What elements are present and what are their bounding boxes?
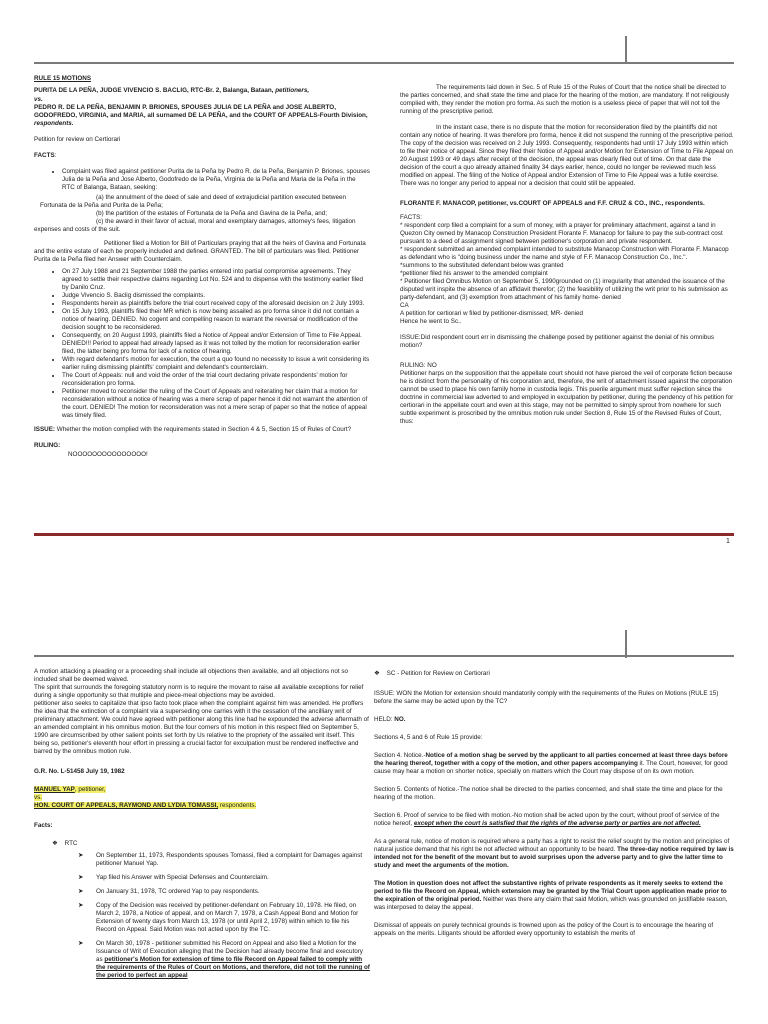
case1-respondents-role: respondents. xyxy=(34,120,74,127)
page1-header-rule xyxy=(34,62,734,64)
fact-line: * respondent submitted an amended complaint intended to substitute Manacop Construction with Florante F. Manacop as defendant who is "doing business under the name and style of F.F. Manacop Construction Co., Inc.". xyxy=(400,246,729,261)
case1-respondents: PEDRO R. DE LA PEÑA, BENJAMIN P. BRIONES, SPOUSES JULIA DE LA PEÑA and JOSE ALBERTO, GODOFREDO, VIRGINIA, and MARIA, all surnamed DE LA PEÑA, and the COURT OF APPEALS-Fourth Division, xyxy=(34,104,368,119)
list-item-text: On September 11, 1973, Respondents spouses Tomassi, filed a complaint for Damages against petitioner Manuel Yap. xyxy=(96,852,363,867)
last-item-text: On March 30, 1978 - petitioner submitted his Record on Appeal and also filed a Motion for the Issuance of Writ of Execution alleging that the Decision had already become final and executory as xyxy=(96,940,363,963)
list-item xyxy=(72,902,370,934)
omnibus-rule-para: A motion attacking a pleading or a proceeding shall include all objections then available, and all objections not so included shall be deemed waived. xyxy=(34,668,349,683)
last-item-emphasis: petitioner's Motion for extension of time to file Record on Appeal failed to comply with the requirements of the Rules of Court on Motions, and therefore, did not toll the running of the period to perfect an appeal xyxy=(96,956,370,979)
petitioner-name: MANUEL YAP xyxy=(34,786,75,793)
case1-facts-heading xyxy=(34,152,370,160)
case1-bill-para: Petitioner filed a Motion for Bill of Particulars praying that all the heirs of Gavina and Fortunata and the entire estate of each be properly included and defined. GRANTED. The bill of particulars was filed. Petitioner Purita de la Peña filed her Answer with Counterclaim. xyxy=(34,240,366,263)
list-item: • On 27 July 1988 and 21 September 1988 the parties entered into partial compromise agreements. They agreed to settle their respective claims regarding Lot No. 524 and to dispense with the testimony earlier filed by Danilo Cruz. xyxy=(62,268,370,292)
case3-respondents xyxy=(34,802,370,810)
case1-nature: Petition for review on Certiorari xyxy=(34,136,121,143)
list-item xyxy=(72,852,370,868)
list-item-text: On January 31, 1978, TC ordered Yap to pay respondents. xyxy=(96,888,260,895)
page1-header-tick xyxy=(625,36,627,64)
case1-ruling-text: NOOOOOOOOOOOOOOO! xyxy=(68,451,148,458)
page1-right-column xyxy=(400,84,734,430)
sec4-rest: it. The Court, however, for good cause may hear a motion on shorter notice, specially on matters which the Court may dispose of on its own motion. xyxy=(374,760,728,775)
case2-facts xyxy=(400,222,734,326)
sec4-bold: Notice of a motion shag be served by the applicant to all parties concerned at least three days before the hearing thereof, together with a copy of the motion, and other papers accompanying xyxy=(374,752,728,767)
case1-bullet1-b xyxy=(34,210,370,218)
list-item: • Consequently, on 20 August 1993, plaintiffs filed a Notice of Appeal and/or Extension of Time to File Appeal. DENIED!!! Period to appeal had already lapsed as it was not tolled by the motion for reconsideration earlier filed, the latter being pro forma for lack of a notice of hearing. xyxy=(62,332,370,356)
case2-title: FLORANTE F. MANACOP, petitioner, vs.COURT OF APPEALS and F.F. CRUZ & CO., INC., respondents. xyxy=(400,200,705,207)
facts-label: FACTS xyxy=(34,152,55,159)
respondents-names: HON. COURT OF APPEALS, RAYMOND AND LYDIA TOMASSI, xyxy=(34,802,219,809)
case1-issue xyxy=(34,426,370,434)
diamond-icon: ❖ xyxy=(52,840,58,847)
vs-text: vs. xyxy=(34,794,43,801)
motion-bold: The Motion in question does not affect the substantive rights of private respondents as it merely seeks to extend the period to file the Record on Appeal, which extension may be granted by the Trial Court upon application made prior to the expiration of the original period. xyxy=(374,880,727,903)
list-item: • Complaint was filed against petitioner Purita de la Peña by Pedro R. de la Peña, Benjamin P. Briones, spouses Julia de la Peña and Jose Alberto, Godofredo de la Peña, Virginia de la Peña and Maria de la Peña in the RTC of Balanga, Bataan, seeking: xyxy=(62,168,370,192)
sec4-label: Section 4. Notice.- xyxy=(374,752,426,759)
page2-right-column xyxy=(374,670,734,942)
issue-label: ISSUE: xyxy=(34,426,55,433)
list-item: • Judge Vivencio S. Baclig dismissed the complaints. xyxy=(62,292,370,300)
list-item xyxy=(72,874,370,882)
amended-complaint-para: petitioner also seeks to capitalize that ipso facto took place when the complaint against him was amended. He proffers the idea that the extinction of a complaint via a superseding one carries with it the cessation of the ancilliary writ of preliminary attachment. We could have agreed with petitioner along this line had he expounded the adverse aftermath of an amended complaint in his omnibus motion. But the four corners of his motion in this respect filed on September 5, 1990 are circumscribed by other salient points set forth by Us relative to the propriety of the assailed writ itself. This being so, petitioner's eleventh hour effort in pressing a crucial factor for exculpation must be rendered ineffective and barred by the omnibus motion rule. xyxy=(34,700,369,755)
page1-left-column xyxy=(34,75,370,463)
case1-bullet1-a xyxy=(34,194,370,210)
claim-c: (c) the award in their favor of actual, moral and exemplary damages, attorney's fees, litigation expenses and costs of the suit. xyxy=(34,218,356,233)
page2-header-tick xyxy=(625,630,627,658)
sc-label: SC - Petition for Review on Certiorari xyxy=(386,670,490,677)
case1-facts-list xyxy=(34,268,370,420)
rule-requirements-para: The requirements laid down in Sec. 5 of Rule 15 of the Rules of Court that the notice shall be directed to the parties concerned, and shall state the time and place for the hearing of the motion, are mandatory. If not religiously complied with, they render the motion pro forma. As such the motion is a useless piece of paper that will not toll the running of the prescriptive period. xyxy=(400,84,730,115)
arrow-icon: ➤ xyxy=(78,902,84,909)
issue-text: Whether the motion complied with the requirements stated in Section 4 & 5, Section 15 of Rules of Court? xyxy=(55,426,352,433)
case1-parties xyxy=(34,87,370,95)
sc-item xyxy=(374,670,734,678)
list-item: • Petitioner moved to reconsider the ruling of the Court of Appeals and reiterating her claim that a motion for reconsideration without a notice of hearing was a mere scrap of paper hence it did not warrant the attention of the court. DENIED! The motion for reconsideration was not a mere scrap of paper so that the notice of appeal was timely filed. xyxy=(62,388,370,420)
fact-line: * respondent corp filed a complaint for a sum of money, with a prayer for preliminary attachment, against a land in Quezon City owned by Manacop Construction President Florante F. Manacop for failure to pay the sub-contract cost pursuant to a deed of assignment signed between petitioner's corporation and private respondent. xyxy=(400,222,723,245)
case1-ruling-label: RULING: xyxy=(34,442,61,449)
motion-rest: Neither was there any claim that said Motion, which was grounded on justifiable reason, was interposed to delay the appeal. xyxy=(374,896,728,911)
list-item-text: Yap filed his Answer with Special Defenses and Counterclaim. xyxy=(96,874,269,881)
fact-line: A petition for certiorari w filed by petitioner-dismissed; MR- denied xyxy=(400,310,584,317)
diamond-icon: ❖ xyxy=(374,670,380,677)
sec6-exception: except when the court is satisfied that the rights of the adverse party or parties are not affected. xyxy=(413,820,701,827)
petitioner-role: , petitioner, xyxy=(74,786,106,793)
general-rule-bold: The three-day notice required by law is intended not for the benefit of the movant but to avoid surprises upon the adverse party and to give the latter time to study and meet the arguments of the motion. xyxy=(374,846,734,869)
case1-petitioners-role: petitioners, xyxy=(275,87,310,94)
case3-last-item-list xyxy=(34,940,370,980)
fact-line: *petitioner filed his answer to the amended complaint xyxy=(400,270,548,277)
arrow-icon: ➤ xyxy=(78,874,84,881)
case1-bullet1-list xyxy=(34,168,370,192)
facts-colon: : xyxy=(54,152,57,159)
fact-line: CA xyxy=(400,302,409,309)
instant-case-para: In the instant case, there is no dispute that the motion for reconsideration filed by the plaintiffs did not contain any notice of hearing. It was therefore pro forma, hence it did not suspend the running of the prescriptive period. The copy of the decision was received on 2 July 1993. Consequently, respondents had until 17 July 1993 within which to file their notice of appeal. Since they filed their Notice of Appeal and/or Motion for Extension of Time to File Appeal on 20 August 1993 or 49 days after receipt of the decision, the appeal was clearly filed out of time. On that date the decision of the court a quo already attained finality 34 days earlier, hence, could no longer be reviewed much less modified on appeal. The filing of the Notice of Appeal and/or Extension of Time to File Appeal was a futile exercise. There was no longer any period to appeal nor a decision that could still be appealed. xyxy=(400,124,734,187)
arrow-icon: ➤ xyxy=(78,888,84,895)
case3-held xyxy=(374,716,734,724)
section4-text xyxy=(374,752,734,776)
list-item: • Respondents herein as plaintiffs before the trial court received copy of the aforesaid decision on 2 July 1993. xyxy=(62,300,370,308)
section6-text xyxy=(374,812,734,828)
held-label: HELD: xyxy=(374,716,395,723)
list-item: • On 15 July 1993, plaintiffs filed their MR which is now being assailed as pro forma since it did not contain a notice of hearing. DENIED. No cogent and compelling reason to warrant the reversal or modification of the decision sought to be reconsidered. xyxy=(62,308,370,332)
case3-vs xyxy=(34,794,370,802)
list-item xyxy=(72,940,370,980)
motion-question-para xyxy=(374,880,734,912)
case3-gr-number: G.R. No. L-51458 July 19, 1982 xyxy=(34,768,125,775)
respondents-role: respondents. xyxy=(218,802,257,809)
case3-facts-list xyxy=(34,852,370,934)
case2-facts-label: FACTS: xyxy=(400,214,423,221)
case2-ruling-text: Petitioner harps on the supposition that the appellate court should not have pierced the veil of corporate fiction because he is distinct from the personality of his corporation and, therefore, the writ of attachment issued against the corporation cannot be used to place his own family home in custodia legis. This puerile argument must suffer rejection since the doctrine in commercial law adverted to and employed in exculpation by petitioner, during the pendency of his petition for certiorari in the appellate court and even at this stage, may not be permitted to simply sprout from nowhere for such subtle experiment is proscribed by the omnibus motion rule under Section 8, Rule 15 of the Revised Rules of Court, thus: xyxy=(400,370,734,425)
section5-text: Section 5. Contents of Notice.-The notice shall be directed to the parties concerned, and shall state the time and place for the hearing of the motion. xyxy=(374,786,723,801)
page1-footer-rule xyxy=(34,533,734,536)
sections-intro: Sections 4, 5 and 6 of Rule 15 provide: xyxy=(374,734,483,741)
held-value: NO. xyxy=(394,716,406,723)
list-item: • With regard defendant's motion for execution, the court a quo found no necessity to issue a writ considering its earlier ruling dismissing plaintiffs' complaint and defendant's counterclaim. xyxy=(62,356,370,372)
case3-petitioner xyxy=(34,786,370,794)
fact-line: *summons to the substituted defendant below was granted xyxy=(400,262,564,269)
page2-left-column xyxy=(34,668,370,986)
case1-respondents-line xyxy=(34,104,370,128)
case3-facts-label: Facts: xyxy=(34,822,53,829)
case2-ruling-label: RULING: NO xyxy=(400,362,437,369)
list-item: • The Court of Appeals: null and void the order of the trial court declaring private respondents' motion for reconsideration pro forma. xyxy=(62,372,370,388)
page-number: 1 xyxy=(726,538,730,545)
general-rule-para xyxy=(374,838,734,870)
case3-issue: ISSUE: WON the Motion for extension should mandatorily comply with the requirements of the Rules on Motions (RULE 15) before the same may be acted upon by the TC? xyxy=(374,690,719,705)
case2-issue: ISSUE:Did respondent court err in dismissing the challenge posed by petitioner against the denial of his omnibus motion? xyxy=(400,334,714,349)
case1-petitioners: PURITA DE LA PEÑA, JUDGE VIVENCIO S. BACLIG, RTC-Br. 2, Balanga, Bataan, xyxy=(34,87,276,94)
sec6-label: Section 6. Proof of service to be filed with motion.-No motion shall be acted upon by the court, without proof of service of the notice hereof, xyxy=(374,812,720,827)
fact-line: * Petitioner filed Omnibus Motion on September 5, 1990grounded on (1) irregularity that attended the issuance of the disputed writ inspite the absence of an affidavit therefor; (2) the feasibility of utilizing the writ prior to his submission as party-defendant, and (3) exemption from attachment of his family home- denied xyxy=(400,278,728,301)
arrow-icon: ➤ xyxy=(78,940,84,947)
rtc-label: RTC xyxy=(64,840,78,847)
doc-title: RULE 15 MOTIONS xyxy=(34,75,92,82)
general-rule-text: As a general rule, notice of motion is required where a party has a right to resist the relief sought by the motion and principles of natural justice demand that his right be not affected without an opportunity to be heard. xyxy=(374,838,730,853)
fact-line: Hence he went to Sc.. xyxy=(400,318,462,325)
dismissal-para: Dismissal of appeals on purely technical grounds is frowned upon as the policy of the Court is to encourage the hearing of appeals on the merits. Litigants should be afforded every opportunity to establish the merits of xyxy=(374,922,714,937)
rtc-item xyxy=(34,840,370,848)
case1-vs: vs. xyxy=(34,96,43,103)
page2-header-rule xyxy=(34,655,734,657)
spirit-para: The spirit that surrounds the foregoing statutory norm is to require the movant to raise all available exceptions for relief during a single opportunity so that multiple and piece-meal objections may be avoided. xyxy=(34,684,364,699)
list-item xyxy=(72,888,370,896)
case1-bullet1-c xyxy=(34,218,370,234)
arrow-icon: ➤ xyxy=(78,852,84,859)
list-item-text: Copy of the Decision was received by petitioner-defendant on February 10, 1978. He filed, on March 2, 1978, a Notice of appeal, and on March 7, 1978, a Cash Appeal Bond and Motion for Extension of twenty days from March 13, 1978 (or until April 2, 1978) within which to file his Record on Appeal. Said Motion was not acted upon by the TC. xyxy=(96,902,359,933)
claim-a: (a) the annulment of the deed of sale and deed of extrajudicial partition executed between Fortunata de la Peña and Purita de la Peña; xyxy=(40,194,346,209)
claim-b: (b) the partition of the estates of Fortunata de la Peña and Gavina de la Peña, and; xyxy=(96,210,328,217)
